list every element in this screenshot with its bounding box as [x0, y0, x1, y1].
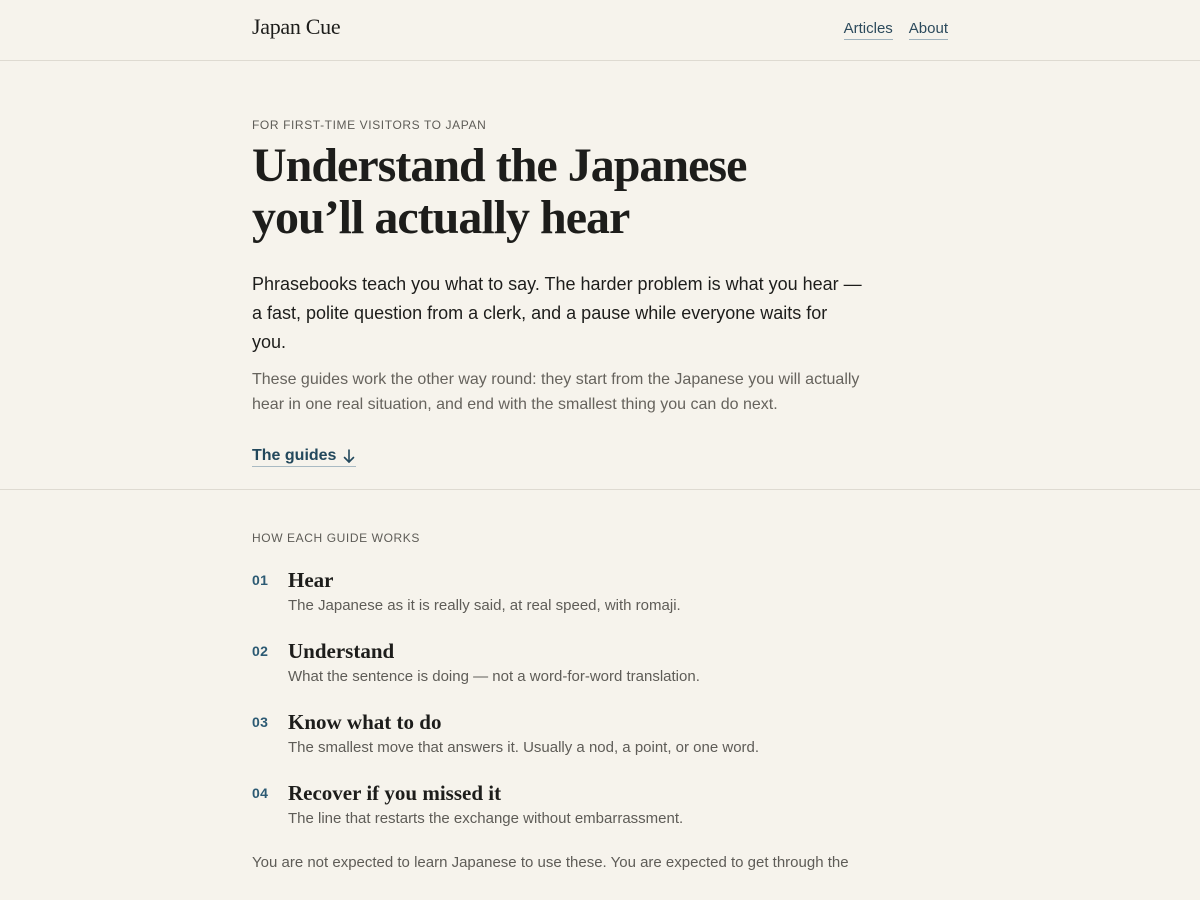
hero-section	[0, 61, 1200, 490]
nav-link-about[interactable]: About	[909, 20, 948, 40]
steps-eyebrow: HOW EACH GUIDE WORKS	[252, 531, 421, 545]
step-item	[252, 709, 948, 758]
step-description: The line that restarts the exchange without embarrassment.	[288, 810, 684, 827]
step-number: 04	[252, 785, 269, 801]
step-body	[288, 709, 948, 758]
guides-link-label: The guides	[252, 447, 337, 464]
hero-title-line-1: Understand the Japanese	[252, 139, 747, 192]
step-description: The smallest move that answers it. Usually a nod, a point, or one word.	[288, 739, 760, 756]
hero-container	[252, 118, 948, 467]
step-item	[252, 638, 948, 687]
steps-outro: You are not expected to learn Japanese to use these. You are expected to get through the	[252, 854, 849, 871]
step-body	[288, 780, 948, 829]
step-body	[288, 638, 948, 687]
step-title: Hear	[288, 568, 334, 592]
step-item	[252, 780, 948, 829]
site-header	[0, 0, 1200, 61]
guides-link[interactable]	[252, 446, 356, 467]
step-number: 03	[252, 714, 269, 730]
site-logo[interactable]: Japan Cue	[252, 14, 341, 39]
nav-link-articles[interactable]: Articles	[844, 20, 893, 40]
step-title: Understand	[288, 639, 395, 663]
step-description: The Japanese as it is really said, at real speed, with romaji.	[288, 597, 681, 614]
step-number: 01	[252, 572, 269, 588]
arrow-down-icon	[342, 448, 356, 464]
step-title: Recover if you missed it	[288, 781, 502, 805]
hero-title-line-2: you’ll actually hear	[252, 191, 630, 244]
step-description: What the sentence is doing — not a word-for-word translation.	[288, 668, 700, 685]
hero-lede: Phrasebooks teach you what to say. The harder problem is what you hear — a fast, polite question from a clerk, and a pause while everyone waits for you.	[252, 274, 862, 352]
step-item	[252, 567, 948, 616]
hero-subtext: These guides work the other way round: they start from the Japanese you will actually hear in one real situation, and end with the smallest thing you can do next.	[252, 371, 860, 413]
hero-title	[252, 140, 812, 244]
step-body	[288, 567, 948, 616]
step-number: 02	[252, 643, 269, 659]
steps-list	[252, 567, 948, 829]
step-title: Know what to do	[288, 710, 442, 734]
hero-eyebrow: FOR FIRST-TIME VISITORS TO JAPAN	[252, 118, 487, 132]
header-container	[252, 0, 948, 60]
main-nav	[844, 20, 948, 40]
steps-container	[252, 531, 948, 875]
how-it-works-section	[0, 490, 1200, 875]
